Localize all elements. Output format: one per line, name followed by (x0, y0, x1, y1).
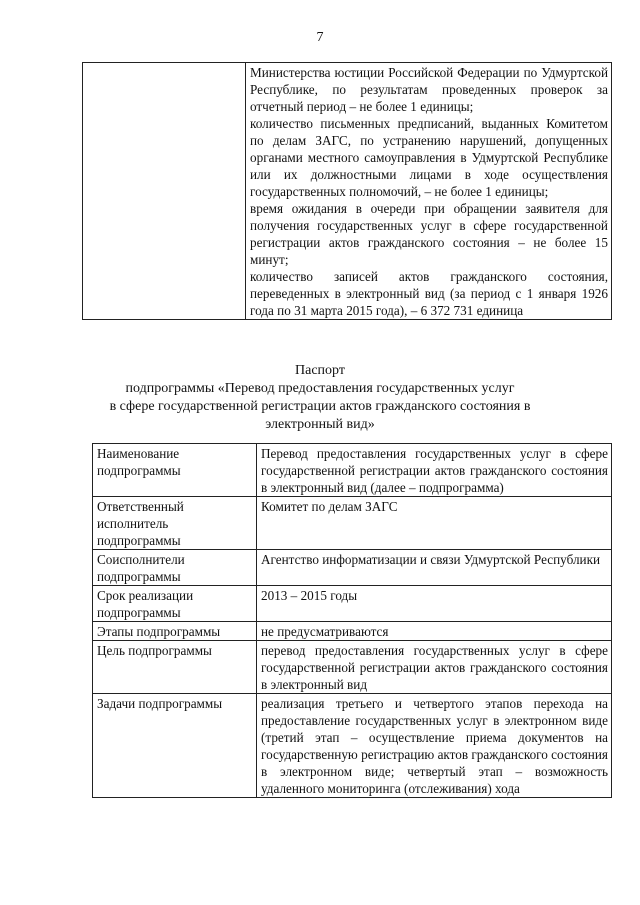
table-row (93, 641, 612, 694)
row-label: Ответственный исполнитель подпрограммы (93, 497, 257, 550)
row-value: 2013 – 2015 годы (257, 586, 612, 622)
row-label: Задачи подпрограммы (93, 694, 257, 798)
table-row (93, 586, 612, 622)
indicator-paragraph: количество записей актов гражданского состояния, переведенных в электронный вид (за период с 1 января 1926 года по 31 марта 2015 года), – 6 372 731 единица (250, 269, 608, 318)
row-label: Этапы подпрограммы (93, 622, 257, 641)
row-value: реализация третьего и четвертого этапов перехода на предоставление государственных услуг в электронном виде (третий этап – осуществление приема документов на государственную регистрацию актов гражданского состояния в электронном виде; четвертый этап – возможность удаленного мониторинга (отслеживания) хода (257, 694, 612, 798)
indicator-paragraph: время ожидания в очереди при обращении заявителя для получения государственных услуг в сфере государственной регистрации актов гражданского состояния – не более 15 минут; (250, 201, 608, 267)
row-value: Комитет по делам ЗАГС (257, 497, 612, 550)
indicator-paragraph: Министерства юстиции Российской Федерации по Удмуртской Республике, по результатам проведенных проверок за отчетный период – не более 1 единицы; (250, 65, 608, 114)
table-row (93, 694, 612, 798)
table-row (93, 622, 612, 641)
row-value: Агентство информатизации и связи Удмуртской Республики (257, 550, 612, 586)
passport-subtitle-line: в сфере государственной регистрации актов гражданского состояния в (109, 399, 531, 414)
table-row (93, 444, 612, 497)
empty-cell (83, 63, 246, 320)
indicator-paragraph: количество письменных предписаний, выданных Комитетом по делам ЗАГС, по устранению нарушений, допущенных органами местного самоуправления в Удмуртской Республике или их должностными лицами в ходе осуществления государственных полномочий, – не более 1 единицы; (250, 116, 608, 199)
passport-heading (60, 362, 580, 434)
table-row (93, 497, 612, 550)
row-label: Срок реализации подпрограммы (93, 586, 257, 622)
passport-table (92, 443, 612, 798)
table-row (83, 63, 612, 320)
continuation-table (82, 62, 612, 320)
row-label: Цель подпрограммы (93, 641, 257, 694)
indicators-cell (246, 63, 612, 320)
row-label: Соисполнители подпрограммы (93, 550, 257, 586)
passport-subtitle-line: подпрограммы «Перевод предоставления государственных услуг (125, 381, 515, 396)
row-value: Перевод предоставления государственных услуг в сфере государственной регистрации актов гражданского состояния в электронный вид (далее – подпрограмма) (257, 444, 612, 497)
passport-title: Паспорт (295, 363, 345, 378)
row-value: не предусматриваются (257, 622, 612, 641)
page-number: 7 (316, 30, 324, 45)
passport-subtitle-line: электронный вид» (265, 417, 375, 432)
row-value: перевод предоставления государственных услуг в сфере государственной регистрации актов гражданского состояния в электронный вид (257, 641, 612, 694)
table-row (93, 550, 612, 586)
row-label: Наименование подпрограммы (93, 444, 257, 497)
